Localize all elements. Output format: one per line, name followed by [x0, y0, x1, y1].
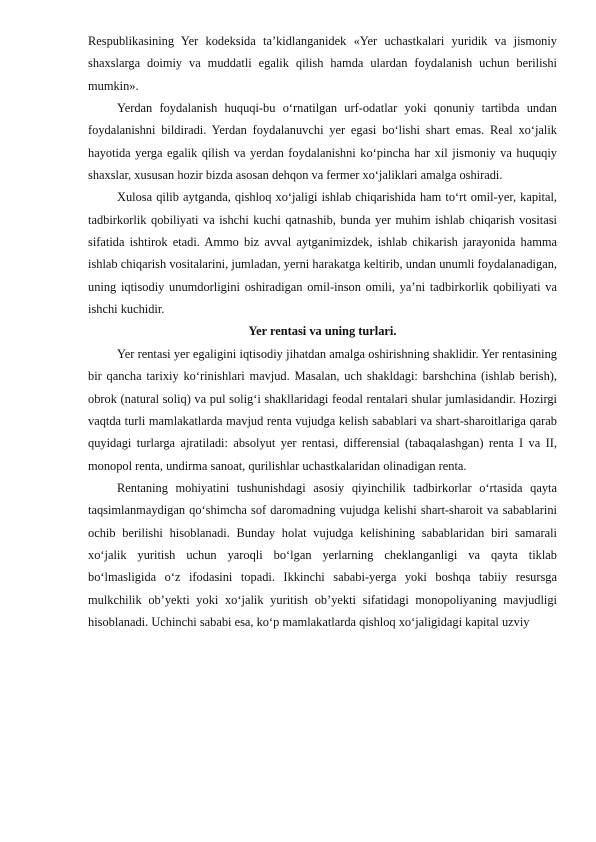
paragraph-land-code: Respublikasining Yer kodeksida ta’kidlanganidek «Yer uchastkalari yuridik va jismoniy shaxslarga doimiy va muddatli egalik qilish hamda ulardan foydalanish uchun berilishi mumkin». — [88, 34, 557, 93]
paragraph-production-factors: Xulosa qilib aytganda, qishloq xo‘jaligi ishlab chiqarishida ham to‘rt omil-yer, kapital, tadbirkorlik qobiliyati va ishchi kuchi qatnashib, bunda yer muhim ishlab chiqarish vositasi sifatida ishtirok etadi. Ammo biz avval aytganimizdek, ishlab chikarish jarayonida hamma ishlab chiqarish vositalarini, jumladan, yerni harakatga keltirib, undan unumli foydalanadigan, uning iqtisodiy unumdorligini oshiradigan omil-inson omili, ya’ni tadbirkorlik qobiliyati va ishchi kuchidir. — [88, 190, 557, 317]
paragraph-land-use-right: Yerdan foydalanish huquqi-bu o‘rnatilgan urf-odatlar yoki qonuniy tartibda undan foydalanishni bildiradi. Yerdan foydalanuvchi yer egasi bo‘lishi shart emas. Real xo‘jalik hayotida yerga egalik qilish va yerdan foydalanishni ko‘pincha har xil jismoniy va huquqiy shaxslar, xususan hozir bizda asosan dehqon va fermer xo‘jaliklari amalga oshiradi. — [88, 101, 557, 183]
paragraph-land-rent-forms: Yer rentasi yer egaligini iqtisodiy jihatdan amalga oshirishning shaklidir. Yer rentasining bir qancha tarixiy ko‘rinishlari mavjud. Masalan, uch shakldagi: barshchina (ishlab berish), obrok (natural soliq) va pul solig‘i shakllaridagi feodal rentalari shular jumlasidandir. Hozirgi vaqtda turli mamlakatlarda mavjud renta vujudga kelish sabablari va shart-sharoitlariga qarab quyidagi turlarga ajratiladi: absolyut yer rentasi, differensial (tabaqalashgan) renta I va II, monopol renta, undirma sanoat, qurilishlar uchastkalaridan olinadigan renta. — [88, 346, 557, 473]
document-body — [88, 30, 557, 633]
section-heading: Yer rentasi va uning turlari. — [248, 324, 397, 339]
paragraph-rent-essence: Rentaning mohiyatini tushunishdagi asosiy qiyinchilik tadbirkorlar o‘rtasida qayta taqsimlanmaydigan qo‘shimcha sof daromadning vujudga kelishi shart-sharoit va sabablarini ochib berilishi hisoblanadi. Bunday holat vujudga kelishining sabablaridan biri samarali xo‘jalik yuritish uchun yaroqli bo‘lgan yerlarning cheklanganligi va qayta tiklab bo‘lmasligida o‘z ifodasini topadi. Ikkinchi sababi-yerga yoki boshqa tabiiy resursga mulkchilik ob’yekti yoki xo‘jalik yuritish ob’yekti sifatidagi monopoliyaning mavjudligi hisoblanadi. Uchinchi sababi esa, ko‘p mamlakatlarda qishloq xo‘jaligidagi kapital uzviy — [88, 480, 557, 629]
